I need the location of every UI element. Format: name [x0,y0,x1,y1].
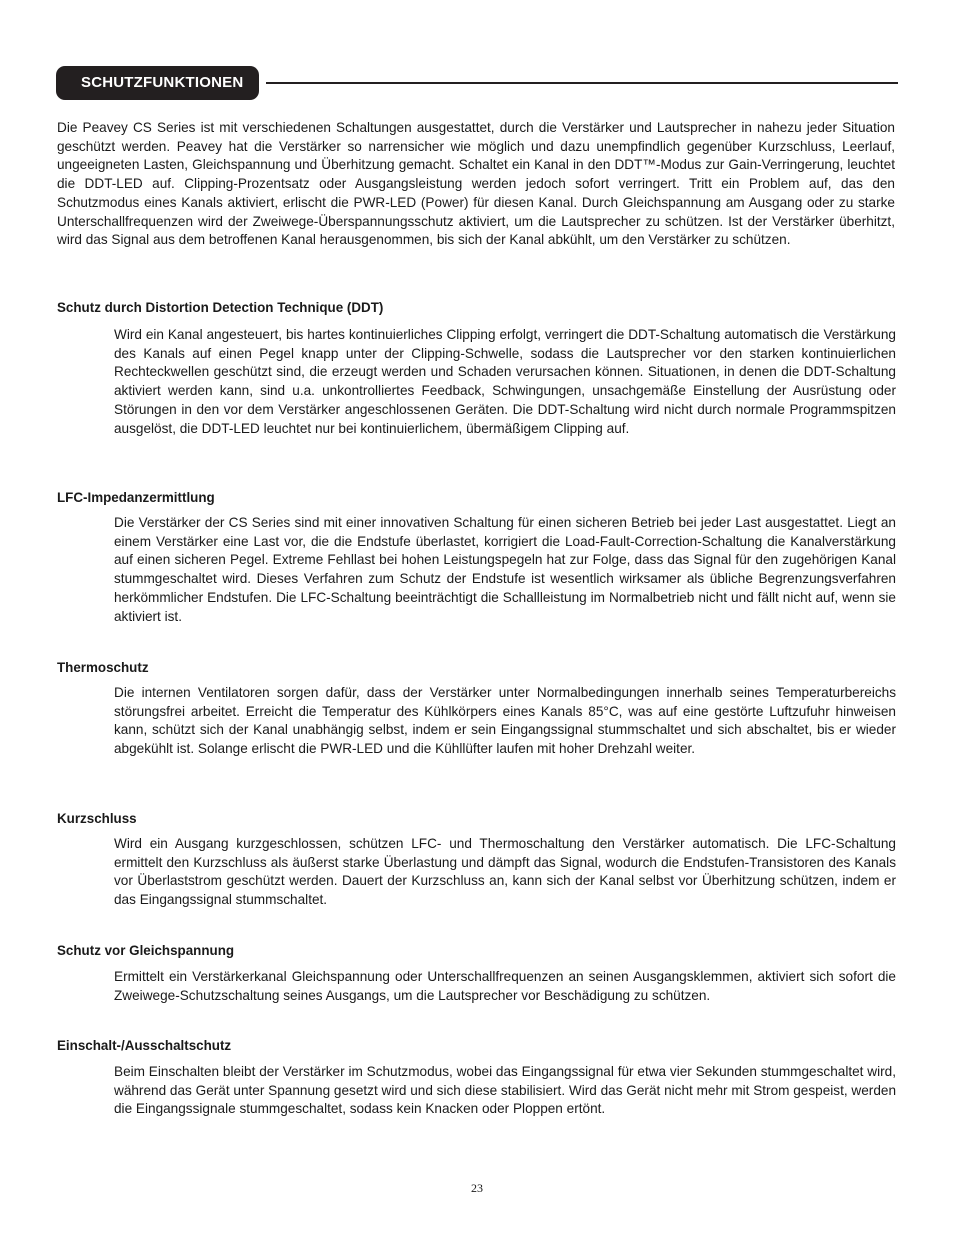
heading-dc-protection: Schutz vor Gleichspannung [57,943,235,958]
intro-paragraph: Die Peavey CS Series ist mit verschiedenen Schaltungen ausgestattet, durch die Verstärker und Lautsprecher in nahezu jeder Situation geschützt werden. Peavey hat die Verstärker so narrensicher wie möglich und dazu unempfindlich gegenüber Kurzschluss, Leerlauf, ungeeigneten Lasten, Gleichspannung und Überhitzung gemacht. Schaltet ein Kanal in den DDT™-Modus zur Gain-Verringerung, leuchtet die DDT-LED auf. Clipping-Prozentsatz oder Ausgangsleistung werden jedoch sofort verringert. Tritt ein Problem auf, das den Schutzmodus eines Kanals aktiviert, erlischt die PWR-LED (Power) für diesen Kanal. Durch Gleichspannung am Ausgang oder zu starke Unterschallfrequenzen wird der Zweiwege-Überspannungsschutz aktiviert, um die Lautsprecher zu schützen. Ist der Verstärker überhitzt, wird das Signal aus dem betroffenen Kanal herausgenommen, bis sich der Kanal abkühlt, um den Verstärker zu schützen. [57,120,895,248]
body-thermal-protection: Die internen Ventilatoren sorgen dafür, dass der Verstärker unter Normalbedingungen innerhalb seines Temperaturbereichs störungsfrei arbeitet. Erreicht die Temperatur des Kühlkörpers eines Kanals 85°C, was auf eine gestörte Luftzufuhr hinweisen kann, schützt sich der Kanal unabhängig selbst, indem er sein Eingangssignal stummschaltet und sich abschaltet, bis er wieder abgekühlt ist. Solange erlischt die PWR-LED und die Kühllüfter laufen mit hoher Drehzahl weiter. [114,685,896,757]
heading-lfc-impedance: LFC-Impedanzermittlung [57,490,215,505]
body-lfc-impedance: Die Verstärker der CS Series sind mit einer innovativen Schaltung für einen sicheren Betrieb bei jeder Last ausgestattet. Liegt an einem Verstärker eine Last vor, die die Endstufe überlastet, korrigiert die Load-Fault-Correction-Schaltung die Kanalverstärkung auf einen sicheren Pegel. Extreme Fehllast bei hohen Leistungspegeln hat zur Folge, dass das Signal für den zugehörigen Kanal stummgeschaltet wird. Dieses Verfahren zum Schutz der Endstufe ist wesentlich wirksamer als übliche Begrenzungsverfahren herkömmlicher Endstufen. Die LFC-Schaltung beeinträchtigt die Schallleistung im Normalbetrieb nicht und fällt nicht auf, wenn sie aktiviert ist. [114,515,896,624]
section-title: SCHUTZFUNKTIONEN [56,66,259,100]
body-dc-protection: Ermittelt ein Verstärkerkanal Gleichspannung oder Unterschallfrequenzen an seinen Ausgangsklemmen, aktiviert sich sofort die Zweiwege-Schutzschaltung seines Ausgangs, um die Lautsprecher vor Beschädigung zu schützen. [114,969,896,1003]
heading-power-on-off-protection: Einschalt-/Ausschaltschutz [57,1038,232,1053]
heading-thermal-protection: Thermoschutz [57,660,149,675]
header-divider [266,82,898,84]
body-ddt-protection: Wird ein Kanal angesteuert, bis hartes kontinuierliches Clipping erfolgt, verringert die DDT-Schaltung automatisch die Verstärkung des Kanals auf einen Pegel knapp unter der Clipping-Schwelle, sodass die Lautsprecher vor den starken kontinuierlichen Rechteckwellen geschützt sind, die erzeugt werden und Schaden verursachen können. Situationen, in denen die DDT-Schaltung aktiviert werden kann, sind u.a. unkontrolliertes Feedback, Schwingungen, unsachgemäße Einstellung der Ausrüstung oder Störungen in den vor dem Verstärker angeschlossenen Geräten. Die DDT-Schaltung wird nicht durch normale Programmspitzen ausgelöst, die DDT-LED leuchtet nur bei kontinuierlichem, übermäßigem Clipping auf. [114,327,896,436]
body-short-circuit: Wird ein Ausgang kurzgeschlossen, schützen LFC- und Thermoschaltung den Verstärker automatisch. Die LFC-Schaltung ermittelt den Kurzschluss als äußerst starke Überlastung und dämpft das Signal, wodurch die Endstufen-Transistoren des Kanals vor Überlaststrom geschützt werden. Dauert der Kurzschluss an, kann sich der Kanal selbst vor Überhitzung schützen, indem er das Eingangssignal stummschaltet. [114,836,896,908]
section-header [56,66,898,100]
body-power-on-off-protection: Beim Einschalten bleibt der Verstärker im Schutzmodus, wobei das Eingangssignal für etwa vier Sekunden stummgeschaltet wird, während das Gerät unter Spannung gesetzt wird und sich diese stabilisiert. Wird das Gerät nicht mehr mit Strom gespeist, werden die Eingangssignale stummgeschaltet, sodass kein Knacken oder Ploppen ertönt. [114,1064,897,1117]
heading-ddt-protection: Schutz durch Distortion Detection Technique (DDT) [57,300,384,315]
heading-short-circuit: Kurzschluss [57,811,137,826]
page-number: 23 [471,1181,483,1195]
